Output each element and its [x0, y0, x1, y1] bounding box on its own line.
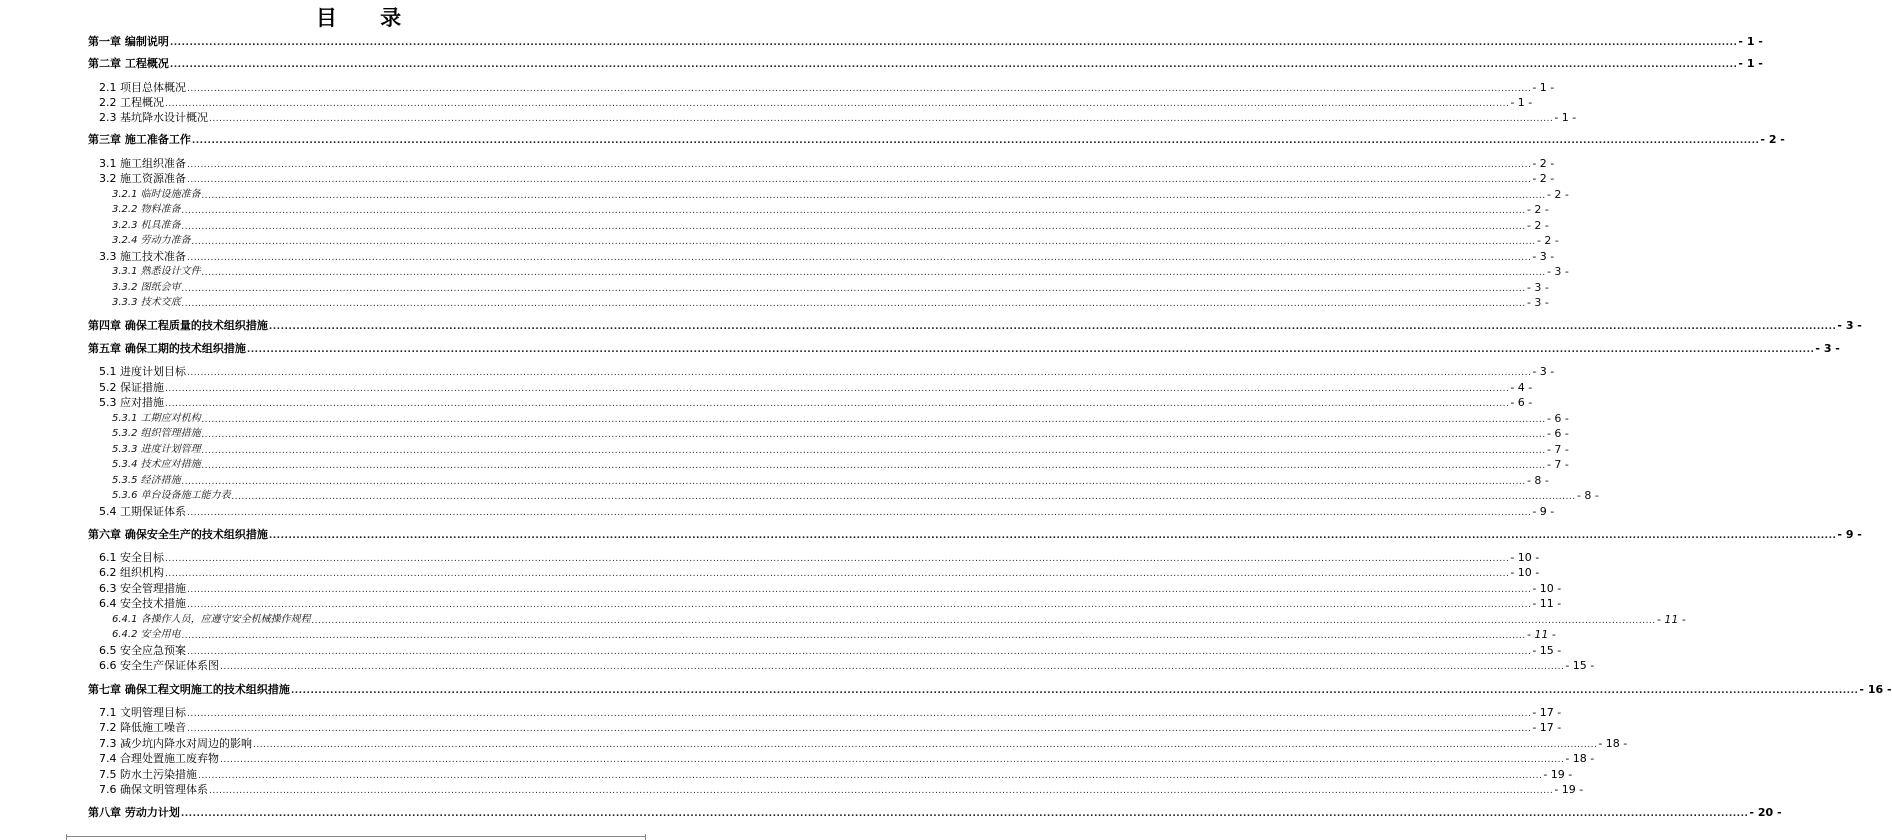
- toc-entry-label: 6.6 安全生产保证体系图: [99, 659, 219, 672]
- toc-entry-page: - 2 -: [1532, 172, 1555, 185]
- toc-dot-leader: ................................................................................................................................................................................................................................................................................................................................................................................................................: [181, 299, 1526, 309]
- toc-dot-leader: ................................................................................................................................................................................................................................................................................................................................................................................................................: [191, 136, 1760, 146]
- toc-entry-page: - 20 -: [1749, 806, 1782, 819]
- toc-dot-leader: ................................................................................................................................................................................................................................................................................................................................................................................................................: [181, 284, 1526, 294]
- toc-entry-label: 3.3.1 熟悉设计文件: [112, 266, 201, 277]
- toc-entry[interactable]: [99, 597, 1562, 611]
- toc-dot-leader: ................................................................................................................................................................................................................................................................................................................................................................................................................: [268, 322, 1837, 332]
- toc-entry[interactable]: [112, 234, 1559, 248]
- toc-entry[interactable]: [99, 752, 1595, 766]
- toc-entry-label: 6.3 安全管理措施: [99, 582, 186, 595]
- toc-entry[interactable]: [99, 644, 1562, 658]
- toc-entry[interactable]: [99, 111, 1577, 125]
- toc-entry-page: - 10 -: [1510, 566, 1540, 579]
- toc-entry[interactable]: [88, 342, 1840, 356]
- toc-entry-label: 3.2.1 临时设施准备: [112, 189, 201, 200]
- toc-entry-page: - 2 -: [1532, 157, 1555, 170]
- toc-entry-page: - 1 -: [1738, 57, 1763, 70]
- toc-entry-label: 第一章 编制说明: [88, 35, 169, 48]
- toc-entry-page: - 1 -: [1510, 96, 1533, 109]
- toc-entry-label: 3.2.4 劳动力准备: [112, 235, 191, 246]
- toc-dot-leader: ................................................................................................................................................................................................................................................................................................................................................................................................................: [290, 686, 1859, 696]
- toc-dot-leader: ................................................................................................................................................................................................................................................................................................................................................................................................................: [180, 809, 1749, 819]
- toc-dot-leader: ................................................................................................................................................................................................................................................................................................................................................................................................................: [187, 508, 1532, 518]
- toc-dot-leader: ................................................................................................................................................................................................................................................................................................................................................................................................................: [165, 399, 1510, 409]
- toc-dot-leader: ................................................................................................................................................................................................................................................................................................................................................................................................................: [181, 631, 1526, 641]
- toc-entry-page: - 19 -: [1543, 768, 1573, 781]
- toc-dot-leader: ................................................................................................................................................................................................................................................................................................................................................................................................................: [201, 268, 1546, 278]
- toc-entry-label: 第三章 施工准备工作: [88, 133, 191, 146]
- toc-dot-leader: ................................................................................................................................................................................................................................................................................................................................................................................................................: [187, 175, 1532, 185]
- toc-entry[interactable]: [88, 57, 1763, 71]
- toc-entry-label: 3.3.2 图纸会审: [112, 282, 181, 293]
- toc-entry-page: - 3 -: [1546, 265, 1569, 278]
- toc-entry[interactable]: [88, 133, 1785, 147]
- toc-dot-leader: ................................................................................................................................................................................................................................................................................................................................................................................................................: [201, 430, 1546, 440]
- toc-title: 目 录: [315, 5, 420, 30]
- toc-entry[interactable]: [112, 188, 1569, 202]
- toc-entry-label: 第八章 劳动力计划: [88, 806, 180, 819]
- toc-entry[interactable]: [99, 157, 1555, 171]
- toc-dot-leader: ................................................................................................................................................................................................................................................................................................................................................................................................................: [165, 554, 1510, 564]
- toc-dot-leader: ................................................................................................................................................................................................................................................................................................................................................................................................................: [165, 99, 1510, 109]
- toc-entry-page: - 8 -: [1526, 474, 1549, 487]
- toc-dot-leader: ................................................................................................................................................................................................................................................................................................................................................................................................................: [201, 415, 1546, 425]
- toc-entry-label: 5.3.1 工期应对机构: [112, 413, 201, 424]
- toc-entry-page: - 19 -: [1554, 783, 1584, 796]
- toc-entry[interactable]: [112, 489, 1599, 503]
- toc-entry-page: - 16 -: [1859, 683, 1892, 696]
- toc-dot-leader: ................................................................................................................................................................................................................................................................................................................................................................................................................: [198, 771, 1543, 781]
- toc-entry-label: 7.1 文明管理目标: [99, 706, 186, 719]
- toc-entry[interactable]: [88, 806, 1782, 820]
- toc-entry-page: - 3 -: [1532, 365, 1555, 378]
- toc-dot-leader: ................................................................................................................................................................................................................................................................................................................................................................................................................: [253, 740, 1598, 750]
- toc-entry[interactable]: [99, 96, 1533, 110]
- toc-dot-leader: ................................................................................................................................................................................................................................................................................................................................................................................................................: [181, 206, 1526, 216]
- toc-entry-label: 第五章 确保工期的技术组织措施: [88, 342, 246, 355]
- toc-entry[interactable]: [99, 396, 1533, 410]
- toc-entry-label: 3.2.2 物料准备: [112, 204, 181, 215]
- toc-entry-page: - 17 -: [1532, 706, 1562, 719]
- toc-dot-leader: ................................................................................................................................................................................................................................................................................................................................................................................................................: [187, 724, 1532, 734]
- toc-entry-page: - 4 -: [1510, 381, 1533, 394]
- toc-entry-label: 6.5 安全应急预案: [99, 644, 186, 657]
- toc-dot-leader: ................................................................................................................................................................................................................................................................................................................................................................................................................: [220, 662, 1565, 672]
- toc-entry[interactable]: [112, 458, 1569, 472]
- toc-entry-page: - 6 -: [1510, 396, 1533, 409]
- toc-entry-page: - 3 -: [1837, 319, 1862, 332]
- toc-entry-label: 5.3.6 单台设备施工能力表: [112, 490, 231, 501]
- toc-dot-leader: ................................................................................................................................................................................................................................................................................................................................................................................................................: [311, 616, 1656, 626]
- toc-entry-page: - 2 -: [1526, 203, 1549, 216]
- toc-entry[interactable]: [112, 265, 1569, 279]
- toc-dot-leader: ................................................................................................................................................................................................................................................................................................................................................................................................................: [246, 345, 1815, 355]
- toc-entry-label: 3.2.3 机具准备: [112, 220, 181, 231]
- toc-entry-label: 5.2 保证措施: [99, 381, 164, 394]
- toc-entry-label: 6.2 组织机构: [99, 566, 164, 579]
- toc-entry-page: - 8 -: [1576, 489, 1599, 502]
- toc-entry-page: - 7 -: [1546, 443, 1569, 456]
- toc-dot-leader: ................................................................................................................................................................................................................................................................................................................................................................................................................: [187, 600, 1532, 610]
- toc-entry-label: 7.4 合理处置施工废弃物: [99, 752, 219, 765]
- toc-entry[interactable]: [88, 319, 1862, 333]
- toc-entry[interactable]: [112, 628, 1556, 642]
- toc-entry-label: 5.4 工期保证体系: [99, 505, 186, 518]
- toc-dot-leader: ................................................................................................................................................................................................................................................................................................................................................................................................................: [165, 569, 1510, 579]
- toc-entry[interactable]: [112, 281, 1549, 295]
- toc-entry[interactable]: [99, 172, 1555, 186]
- toc-entry-label: 5.1 进度计划目标: [99, 365, 186, 378]
- toc-dot-leader: ................................................................................................................................................................................................................................................................................................................................................................................................................: [220, 755, 1565, 765]
- toc-entry[interactable]: [99, 551, 1540, 565]
- toc-entry[interactable]: [99, 566, 1540, 580]
- toc-entry-page: - 7 -: [1546, 458, 1569, 471]
- toc-entry-page: - 10 -: [1532, 582, 1562, 595]
- toc-dot-leader: ................................................................................................................................................................................................................................................................................................................................................................................................................: [181, 477, 1526, 487]
- toc-dot-leader: ................................................................................................................................................................................................................................................................................................................................................................................................................: [231, 492, 1576, 502]
- toc-entry[interactable]: [99, 706, 1562, 720]
- toc-entry-label: 5.3 应对措施: [99, 396, 164, 409]
- page-bottom-border: [66, 836, 646, 837]
- toc-entry-label: 3.3 施工技术准备: [99, 250, 186, 263]
- toc-dot-leader: ................................................................................................................................................................................................................................................................................................................................................................................................................: [165, 384, 1510, 394]
- toc-entry-label: 第六章 确保安全生产的技术组织措施: [88, 528, 268, 541]
- toc-entry[interactable]: [99, 783, 1584, 797]
- toc-entry-label: 6.4.2 安全用电: [112, 629, 181, 640]
- toc-entry[interactable]: [99, 365, 1555, 379]
- toc-entry-page: - 2 -: [1546, 188, 1569, 201]
- toc-dot-leader: ................................................................................................................................................................................................................................................................................................................................................................................................................: [187, 84, 1532, 94]
- toc-entry-page: - 6 -: [1546, 427, 1569, 440]
- toc-entry[interactable]: [112, 613, 1686, 627]
- toc-entry-page: - 11 -: [1532, 597, 1562, 610]
- toc-entry-page: - 3 -: [1532, 250, 1555, 263]
- toc-entry[interactable]: [88, 528, 1862, 542]
- toc-entry-label: 3.3.3 技术交底: [112, 297, 181, 308]
- toc-entry-page: - 2 -: [1536, 234, 1559, 247]
- toc-entry-label: 2.1 项目总体概况: [99, 81, 186, 94]
- toc-entry-label: 3.1 施工组织准备: [99, 157, 186, 170]
- toc-dot-leader: ................................................................................................................................................................................................................................................................................................................................................................................................................: [187, 709, 1532, 719]
- toc-entry[interactable]: [88, 35, 1763, 49]
- toc-entry[interactable]: [99, 768, 1573, 782]
- toc-entry[interactable]: [99, 381, 1533, 395]
- toc-entry-page: - 1 -: [1738, 35, 1763, 48]
- toc-entry-label: 第七章 确保工程文明施工的技术组织措施: [88, 683, 290, 696]
- toc-entry-label: 5.3.2 组织管理措施: [112, 428, 201, 439]
- toc-entry[interactable]: [99, 505, 1555, 519]
- page-corner-mark-left: [66, 834, 67, 840]
- toc-dot-leader: ................................................................................................................................................................................................................................................................................................................................................................................................................: [191, 237, 1536, 247]
- toc-dot-leader: ................................................................................................................................................................................................................................................................................................................................................................................................................: [201, 461, 1546, 471]
- toc-entry-label: 2.3 基坑降水设计概况: [99, 111, 208, 124]
- toc-entry[interactable]: [99, 81, 1555, 95]
- toc-entry[interactable]: [112, 296, 1549, 310]
- toc-entry-label: 5.3.4 技术应对措施: [112, 459, 201, 470]
- toc-entry-page: - 11 -: [1526, 628, 1556, 641]
- toc-dot-leader: ................................................................................................................................................................................................................................................................................................................................................................................................................: [268, 531, 1837, 541]
- toc-entry-page: - 9 -: [1837, 528, 1862, 541]
- toc-entry[interactable]: [112, 443, 1569, 457]
- toc-dot-leader: ................................................................................................................................................................................................................................................................................................................................................................................................................: [169, 60, 1738, 70]
- toc-entry-page: - 18 -: [1598, 737, 1628, 750]
- toc-entry-page: - 3 -: [1526, 281, 1549, 294]
- toc-entry-page: - 1 -: [1532, 81, 1555, 94]
- toc-entry-label: 6.4.1 各操作人员，应遵守安全机械操作规程: [112, 614, 311, 625]
- toc-entry-label: 6.1 安全目标: [99, 551, 164, 564]
- toc-entry-page: - 11 -: [1656, 613, 1686, 626]
- toc-entry-label: 第四章 确保工程质量的技术组织措施: [88, 319, 268, 332]
- toc-entry[interactable]: [99, 737, 1628, 751]
- toc-dot-leader: ................................................................................................................................................................................................................................................................................................................................................................................................................: [201, 446, 1546, 456]
- toc-entry-page: - 18 -: [1565, 752, 1595, 765]
- toc-entry[interactable]: [99, 721, 1562, 735]
- toc-entry-page: - 15 -: [1565, 659, 1595, 672]
- toc-entry-label: 5.3.5 经济措施: [112, 475, 181, 486]
- toc-entry-page: - 15 -: [1532, 644, 1562, 657]
- toc-dot-leader: ................................................................................................................................................................................................................................................................................................................................................................................................................: [187, 253, 1532, 263]
- page-corner-mark-right: [645, 834, 646, 840]
- toc-dot-leader: ................................................................................................................................................................................................................................................................................................................................................................................................................: [209, 114, 1554, 124]
- toc-entry[interactable]: [99, 250, 1555, 264]
- toc-entry-page: - 10 -: [1510, 551, 1540, 564]
- toc-entry-label: 2.2 工程概况: [99, 96, 164, 109]
- toc-entry[interactable]: [112, 219, 1549, 233]
- toc-dot-leader: ................................................................................................................................................................................................................................................................................................................................................................................................................: [169, 38, 1738, 48]
- toc-entry[interactable]: [99, 582, 1562, 596]
- toc-entry[interactable]: [112, 474, 1549, 488]
- toc-entry-page: - 17 -: [1532, 721, 1562, 734]
- toc-entry-label: 7.5 防水土污染措施: [99, 768, 197, 781]
- toc-dot-leader: ................................................................................................................................................................................................................................................................................................................................................................................................................: [201, 191, 1546, 201]
- toc-dot-leader: ................................................................................................................................................................................................................................................................................................................................................................................................................: [187, 160, 1532, 170]
- toc-dot-leader: ................................................................................................................................................................................................................................................................................................................................................................................................................: [187, 585, 1532, 595]
- toc-entry[interactable]: [88, 683, 1892, 697]
- toc-entry-page: - 9 -: [1532, 505, 1555, 518]
- toc-entry-label: 6.4 安全技术措施: [99, 597, 186, 610]
- toc-dot-leader: ................................................................................................................................................................................................................................................................................................................................................................................................................: [181, 222, 1526, 232]
- toc-entry-label: 7.6 确保文明管理体系: [99, 783, 208, 796]
- toc-dot-leader: ................................................................................................................................................................................................................................................................................................................................................................................................................: [187, 647, 1532, 657]
- toc-entry-label: 7.2 降低施工噪音: [99, 721, 186, 734]
- toc-entry-page: - 3 -: [1815, 342, 1840, 355]
- toc-entry-label: 5.3.3 进度计划管理: [112, 444, 201, 455]
- toc-entry[interactable]: [112, 427, 1569, 441]
- toc-entry-label: 第二章 工程概况: [88, 57, 169, 70]
- toc-dot-leader: ................................................................................................................................................................................................................................................................................................................................................................................................................: [187, 368, 1532, 378]
- toc-entry[interactable]: [112, 412, 1569, 426]
- toc-entry-page: - 6 -: [1546, 412, 1569, 425]
- toc-entry-page: - 2 -: [1760, 133, 1785, 146]
- toc-entry[interactable]: [112, 203, 1549, 217]
- toc-entry[interactable]: [99, 659, 1595, 673]
- toc-entry-label: 3.2 施工资源准备: [99, 172, 186, 185]
- toc-dot-leader: ................................................................................................................................................................................................................................................................................................................................................................................................................: [209, 786, 1554, 796]
- toc-entry-page: - 1 -: [1554, 111, 1577, 124]
- toc-entry-page: - 2 -: [1526, 219, 1549, 232]
- toc-entry-page: - 3 -: [1526, 296, 1549, 309]
- toc-entry-label: 7.3 减少坑内降水对周边的影响: [99, 737, 252, 750]
